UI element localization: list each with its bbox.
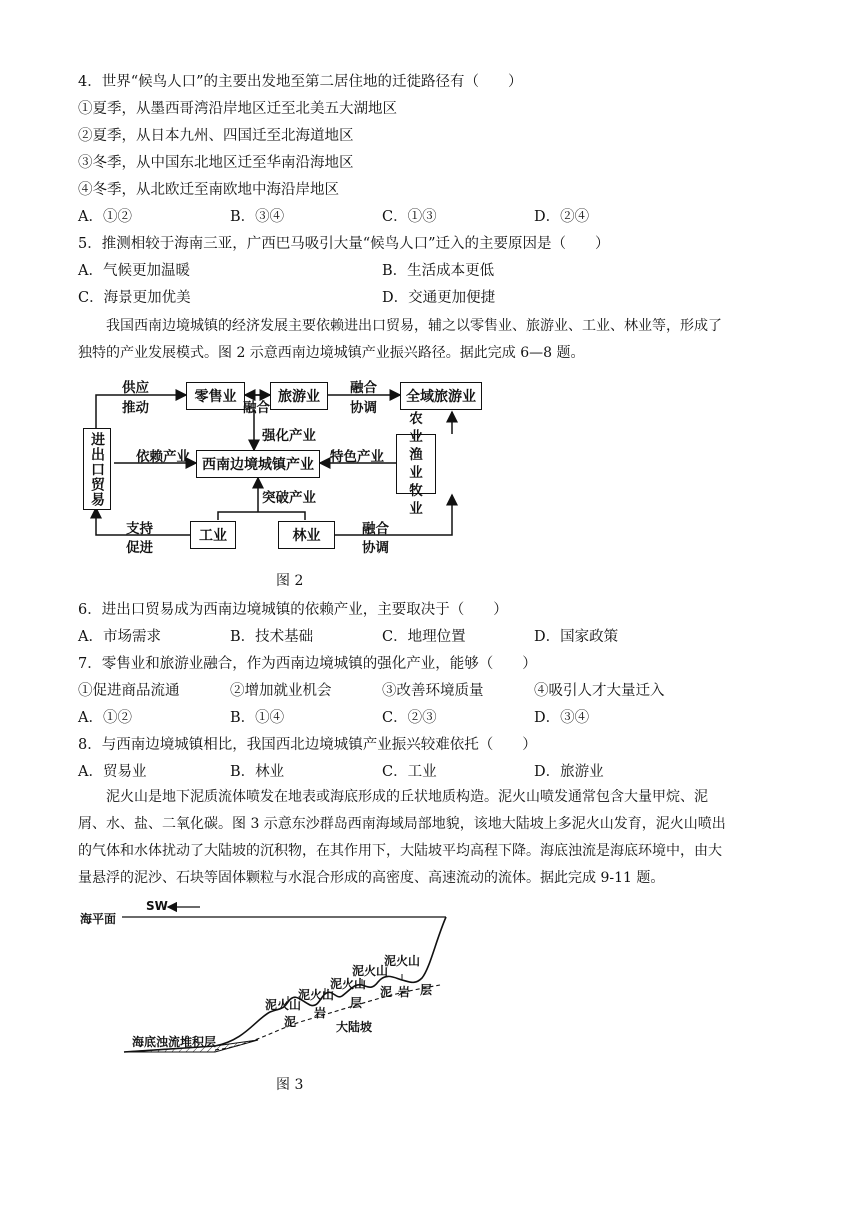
label-merge-2: 融合 bbox=[350, 380, 377, 396]
passage-3-line-3: 的气体和水体扰动了大陆坡的沉积物，在其作用下，大陆坡平均高程下降。海底浊流是海底环境中，由大 bbox=[78, 843, 722, 859]
passage-3-line-2: 屑、水、盐、二氧化碳。图 3 示意东沙群岛西南海域局部地貌，该地大陆坡上多泥火山发育，泥火山喷出 bbox=[78, 816, 726, 832]
box-trade: 进出口贸易 bbox=[83, 428, 111, 510]
mud-label-2: 泥 bbox=[380, 985, 393, 999]
q5-option-a: A．气候更加温暖 bbox=[78, 263, 190, 279]
passage-3-line-1: 泥火山是地下泥质流体喷发在地表或海底形成的丘状地质构造。泥火山喷发通常包含大量甲烷、泥 bbox=[106, 789, 708, 805]
turbidite-label: 海底浊流堆积层 bbox=[132, 1035, 217, 1049]
mud-label: 泥 bbox=[284, 1015, 297, 1029]
q7-option-d: D．③④ bbox=[534, 710, 590, 726]
q6-option-d: D．国家政策 bbox=[534, 629, 619, 645]
rock-label-1: 岩 bbox=[314, 1006, 327, 1020]
q8-stem: 8．与西南边境城镇相比，我国西北边境城镇产业振兴较难依托（ ） bbox=[78, 737, 537, 753]
q4-stem: 4．世界“候鸟人口”的主要出发地至第二居住地的迁徙路径有（ ） bbox=[78, 74, 523, 90]
layer-label-1: 层 bbox=[350, 996, 363, 1010]
label-special: 特色产业 bbox=[330, 449, 384, 465]
label-promote: 促进 bbox=[126, 540, 153, 556]
figure-2-caption: 图 2 bbox=[276, 573, 304, 589]
q8-option-b: B．林业 bbox=[230, 764, 285, 780]
q7-option-a: A．①② bbox=[78, 710, 132, 726]
volcano-label-1: 泥火山 bbox=[265, 998, 302, 1012]
q4-option-c: C．①③ bbox=[382, 209, 437, 225]
box-retail: 零售业 bbox=[186, 382, 245, 410]
q6-stem: 6．进出口贸易成为西南边境城镇的依赖产业，主要取决于（ ） bbox=[78, 602, 508, 618]
label-push: 推动 bbox=[122, 400, 149, 416]
label-merge-3: 融合 bbox=[362, 521, 389, 537]
rock-label-2: 岩 bbox=[398, 985, 411, 999]
box-forestry: 林业 bbox=[278, 521, 335, 549]
q5-stem: 5．推测相较于海南三亚，广西巴马吸引大量“候鸟人口”迁入的主要原因是（ ） bbox=[78, 236, 610, 252]
label-merge: 融合 bbox=[243, 400, 270, 416]
q7-option-b: B．①④ bbox=[230, 710, 285, 726]
box-tourism: 旅游业 bbox=[270, 382, 328, 410]
q4-item-3: ③冬季，从中国东北地区迁至华南沿海地区 bbox=[78, 155, 354, 171]
label-coord-3: 协调 bbox=[362, 540, 389, 556]
q5-option-d: D．交通更加便捷 bbox=[382, 290, 496, 306]
q4-item-1: ①夏季，从墨西哥湾沿岸地区迁至北美五大湖地区 bbox=[78, 101, 397, 117]
q6-option-a: A．市场需求 bbox=[78, 629, 161, 645]
q6-option-b: B．技术基础 bbox=[230, 629, 314, 645]
q7-item-2: ②增加就业机会 bbox=[230, 683, 332, 699]
box-all-tourism: 全域旅游业 bbox=[400, 382, 482, 410]
label-strengthen: 强化产业 bbox=[262, 428, 316, 444]
label-support: 支持 bbox=[126, 521, 153, 537]
q8-option-c: C．工业 bbox=[382, 764, 437, 780]
q7-item-4: ④吸引人才大量迁入 bbox=[534, 683, 665, 699]
q7-item-3: ③改善环境质量 bbox=[382, 683, 484, 699]
q4-option-a: A．①② bbox=[78, 209, 132, 225]
q4-option-b: B．③④ bbox=[230, 209, 285, 225]
label-breakthrough: 突破产业 bbox=[262, 490, 316, 506]
q7-stem: 7．零售业和旅游业融合，作为西南边境城镇的强化产业，能够（ ） bbox=[78, 656, 537, 672]
q6-option-c: C．地理位置 bbox=[382, 629, 466, 645]
q4-item-4: ④冬季，从北欧迁至南欧地中海沿岸地区 bbox=[78, 182, 339, 198]
q4-option-d: D．②④ bbox=[534, 209, 590, 225]
q5-option-b: B．生活成本更低 bbox=[382, 263, 495, 279]
box-industry: 工业 bbox=[190, 521, 236, 549]
figure-3-caption: 图 3 bbox=[276, 1077, 304, 1093]
passage-3-line-4: 量悬浮的泥沙、石块等固体颗粒与水混合形成的高密度、高速流动的流体。据此完成 9-11 题。 bbox=[78, 870, 665, 886]
volcano-label-4: 泥火山 bbox=[352, 964, 389, 978]
slope-label: 大陆坡 bbox=[336, 1020, 373, 1034]
label-rely: 依赖产业 bbox=[136, 449, 190, 465]
q7-option-c: C．②③ bbox=[382, 710, 437, 726]
label-supply: 供应 bbox=[122, 380, 149, 396]
passage-2-line-2: 独特的产业发展模式。图 2 示意西南边境城镇产业振兴路径。据此完成 6—8 题。 bbox=[78, 345, 585, 361]
q5-option-c: C．海景更加优美 bbox=[78, 290, 191, 306]
label-coord: 协调 bbox=[350, 400, 377, 416]
layer-label-2: 层 bbox=[420, 983, 433, 997]
volcano-label-2: 泥火山 bbox=[298, 988, 335, 1002]
sea-level-label: 海平面 bbox=[80, 912, 117, 926]
passage-2-line-1: 我国西南边境城镇的经济发展主要依赖进出口贸易，辅之以零售业、旅游业、工业、林业等，形成了 bbox=[106, 318, 722, 334]
box-agri: 农业渔业牧业 bbox=[396, 434, 436, 494]
q4-item-2: ②夏季，从日本九州、四国迁至北海道地区 bbox=[78, 128, 354, 144]
volcano-label-5: 泥火山 bbox=[384, 954, 421, 968]
volcano-label-3: 泥火山 bbox=[330, 977, 367, 991]
q8-option-d: D．旅游业 bbox=[534, 764, 604, 780]
q8-option-a: A．贸易业 bbox=[78, 764, 147, 780]
box-center: 西南边境城镇产业 bbox=[196, 450, 320, 478]
sw-label: SW bbox=[146, 899, 168, 913]
q7-item-1: ①促进商品流通 bbox=[78, 683, 180, 699]
